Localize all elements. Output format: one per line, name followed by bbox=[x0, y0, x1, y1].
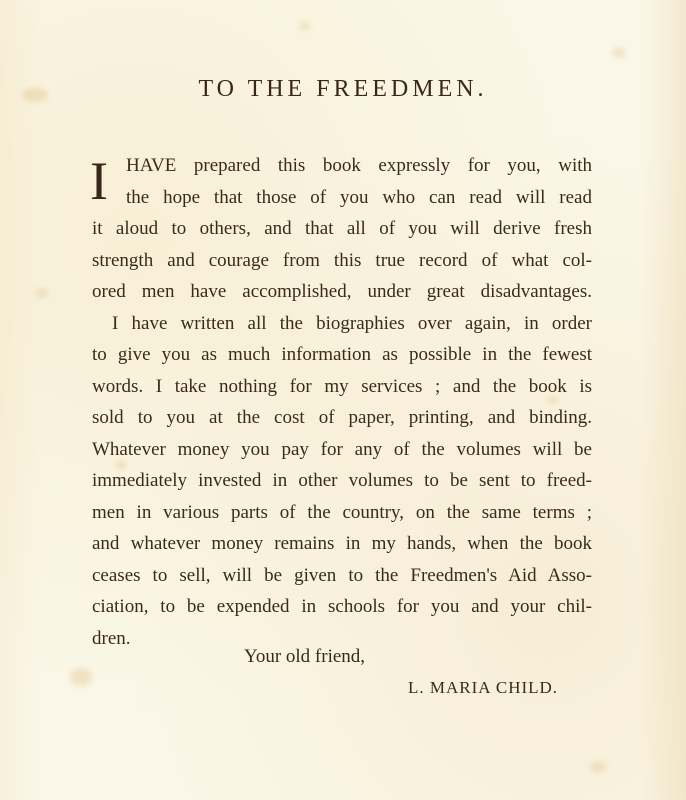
author-signature: L. MARIA CHILD. bbox=[408, 678, 559, 697]
paper-stain bbox=[590, 762, 606, 772]
text-line: ciation, to be expended in schools for you and your chil- bbox=[92, 596, 592, 617]
closing-salutation: Your old friend, bbox=[244, 646, 366, 667]
paper-stain bbox=[36, 288, 48, 298]
text-line: HAVE prepared this book expressly for you, with bbox=[126, 155, 592, 176]
text-line: ceases to sell, will be given to the Freedmen's Aid Asso- bbox=[92, 564, 592, 586]
drop-cap: I bbox=[90, 151, 108, 211]
page-title: TO THE FREEDMEN. bbox=[198, 76, 488, 102]
text-line: it aloud to others, and that all of you will derive fresh bbox=[92, 218, 592, 239]
text-line: strength and courage from this true record of what col- bbox=[92, 249, 592, 271]
body-text bbox=[92, 150, 592, 654]
paper-stain bbox=[300, 22, 310, 30]
text-line: men in various parts of the country, on the same terms ; bbox=[92, 501, 592, 523]
text-line: I have written all the biographies over again, in order bbox=[112, 312, 592, 334]
text-line: words. I take nothing for my services ; and the book is bbox=[92, 375, 592, 397]
paper-stain bbox=[70, 668, 92, 686]
text-line: sold to you at the cost of paper, printing, and binding. bbox=[92, 407, 592, 428]
text-line: and whatever money remains in my hands, when the book bbox=[92, 533, 592, 554]
text-line: dren. bbox=[92, 627, 131, 649]
text-line: to give you as much information as possible in the fewest bbox=[92, 344, 592, 365]
text-line: ored men have accomplished, under great disadvantages. bbox=[92, 281, 592, 302]
text-line: the hope that those of you who can read will read bbox=[126, 186, 592, 208]
paper-stain bbox=[612, 48, 626, 58]
text-line: Whatever money you pay for any of the volumes will be bbox=[92, 438, 592, 460]
text-line: immediately invested in other volumes to be sent to freed- bbox=[92, 470, 592, 491]
